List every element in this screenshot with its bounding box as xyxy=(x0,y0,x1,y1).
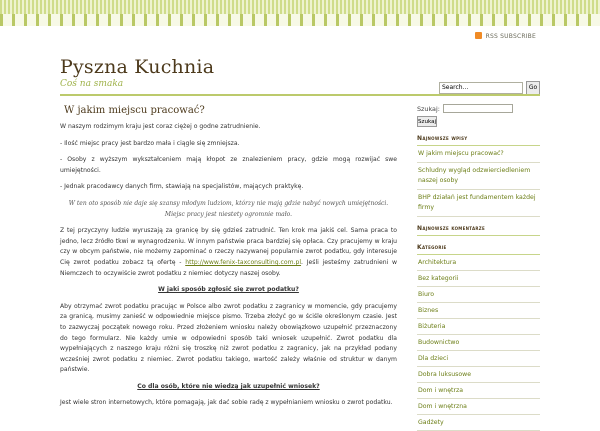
paragraph: Aby otrzymać zwrot podatku pracując w Polsce albo zwrot podatku z zagranicy w momencie, gdy pracujemy za granicą, musimy zanieść w odpowiednie miejsce pismo. Trzeba złożyć go w ściśle określonym czasie. Jest to zazwyczaj początek nowego roku. Przed złożeniem wniosku należy obowiązkowo uzupełnić przeznaczony do tego formularz. Nie każdy umie w odpowiedni sposób taki wniosek uzupełnić. Zwrot podatku dla wypełniających z naszego kraju różni się troszkę niż zwrot podatku z zagranicy, jak na przykład podany wcześniej zwrot podatku z niemiec. Zwrot podatku takiego, wartość zależy właśnie od struktur w danym państwie. xyxy=(60,302,397,374)
category-item[interactable]: Budownictwo xyxy=(417,335,540,351)
header-divider xyxy=(60,94,540,96)
category-item[interactable]: Bez kategorii xyxy=(417,271,540,287)
category-item[interactable]: Biżuteria xyxy=(417,319,540,335)
category-item[interactable]: Dobra luksusowe xyxy=(417,367,540,383)
quote-line: W ten oto sposób nie daje się szansy młodym ludziom, którzy nie mają gdzie nabyć nowych umiejętności. xyxy=(68,199,389,207)
sidebar-search-label: Szukaj: xyxy=(417,105,440,113)
paragraph-text: Z tej przyczyny ludzie wyruszają za granicę by się gdzieś zatrudnić. Ten krok ma jakiś cel. Sama praca to jedno, lecz źródło tkwi w wynagrodzeniu. W innym państwie praca bardziej się opłaca. Czy pracujemy w kraju czy w obcym państwie, nie możemy zapominać o rzeczy nazywanej popularnie zwrot podatku, gdy interesuje Cię zwrot podatku zobacz tą ofertę - xyxy=(60,227,397,266)
site-header xyxy=(60,56,540,94)
paragraph-text: . Jeśli jesteśmy zatrudnieni w Niemczech to oczywiście zwrot podatku z niemiec dotyczy naszej osoby. xyxy=(60,258,398,277)
section-heading: W jaki sposób zgłosić się zwrot podatku? xyxy=(158,286,299,294)
paragraph: W naszym rodzimym kraju jest coraz ciężej o godne zatrudnienie. xyxy=(60,123,261,130)
post-content xyxy=(60,104,397,415)
sidebar-search-input[interactable] xyxy=(443,104,513,113)
quote-line: Miejsc pracy jest niestety ogromnie mało. xyxy=(164,210,293,218)
decorative-fringe xyxy=(0,14,600,26)
rss-icon xyxy=(475,32,482,39)
category-item[interactable]: Dla dzieci xyxy=(417,351,540,367)
post-title[interactable]: W jakim miejscu pracować? xyxy=(64,105,205,116)
recent-comments-heading: Najnowsze komentarze xyxy=(417,225,540,236)
recent-posts-heading: Najnowsze wpisy xyxy=(417,135,540,146)
header-search-input[interactable] xyxy=(439,82,523,94)
sidebar-search-button[interactable]: Szukaj xyxy=(417,116,437,127)
paragraph: - Jednak pracodawcy danych firm, stawiają na specjalistów, mających praktykę. xyxy=(60,183,304,191)
category-item[interactable]: Gadżety xyxy=(417,415,540,431)
site-tagline: Coś na smaka xyxy=(60,79,124,89)
category-item[interactable]: Dom i wnętrza xyxy=(417,383,540,399)
categories-list xyxy=(417,255,540,431)
category-item[interactable]: Architektura xyxy=(417,255,540,271)
rss-label: RSS SUBSCRIBE xyxy=(485,33,536,40)
paragraph: Jest wiele stron internetowych, które pomagają, jak dać sobie radę z wypełnianiem wniosku o zwrot podatku. xyxy=(60,399,393,407)
section-heading: Co dla osób, które nie wiedzą jak uzupełnić wniosek? xyxy=(137,382,320,390)
header-search xyxy=(439,74,540,95)
category-item[interactable]: Biuro xyxy=(417,287,540,303)
paragraph: - Osoby z wyższym wykształceniem mają kłopot ze znalezieniem pracy, gdzie mogą rozwijać swe umiejętności. xyxy=(60,156,397,174)
category-item[interactable]: Biznes xyxy=(417,303,540,319)
quote xyxy=(60,199,397,220)
recent-post-item[interactable]: W jakim miejscu pracować? xyxy=(417,146,540,163)
recent-post-item[interactable]: Schludny wygląd odzwierciedleniem naszej osoby xyxy=(417,163,540,190)
paragraph: - Ilość miejsc pracy jest bardzo mała i ciągle się zmniejsza. xyxy=(60,139,240,147)
sidebar-search xyxy=(417,104,540,127)
categories-heading: Kategorie xyxy=(417,244,540,255)
category-item[interactable]: Dom i wnętrzna xyxy=(417,399,540,415)
rss-subscribe-link[interactable] xyxy=(475,32,536,40)
recent-post-item[interactable]: BHP działań jest fundamentem każdej firmy xyxy=(417,190,540,217)
recent-posts-list xyxy=(417,146,540,217)
paragraph xyxy=(60,226,397,279)
site-title[interactable]: Pyszna Kuchnia xyxy=(60,56,215,78)
sidebar xyxy=(417,104,540,431)
header-search-button[interactable]: Go xyxy=(526,81,540,95)
offer-link[interactable]: http://www.fenix-taxconsulting.com.pl xyxy=(185,258,302,266)
decorative-top-strip xyxy=(0,0,600,26)
